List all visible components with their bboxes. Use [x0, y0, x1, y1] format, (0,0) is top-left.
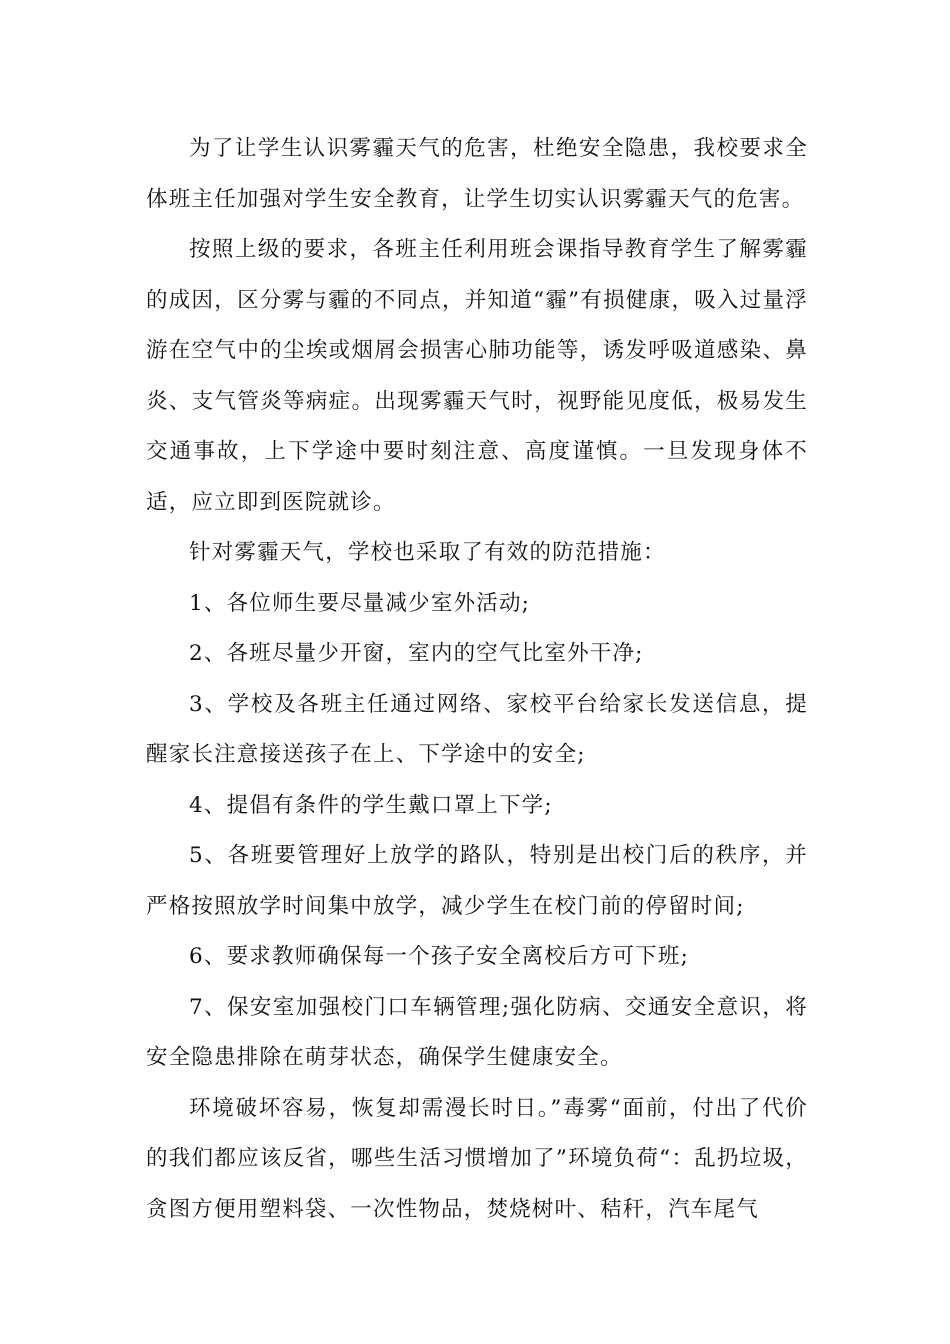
paragraph-environment: 环境破坏容易，恢复却需漫长时日。”毒雾“面前，付出了代价的我们都应该反省，哪些生活习惯增加了”环境负荷“：乱扔垃圾，贪图方便用塑料袋、一次性物品，焚烧树叶、秸秆，汽车尾气	[146, 1095, 808, 1222]
list-item-measure-3: 3、学校及各班主任通过网络、家校平台给家长发送信息，提醒家长注意接送孩子在上、下学途中的安全;	[146, 691, 808, 767]
document-body	[146, 124, 808, 1235]
list-item-measure-6: 6、要求教师确保每一个孩子安全离校后方可下班;	[189, 944, 690, 969]
list-item-measure-2: 2、各班尽量少开窗，室内的空气比室外干净;	[189, 641, 644, 666]
paragraph-causes: 按照上级的要求，各班主任利用班会课指导教育学生了解雾霾的成因，区分雾与霾的不同点，并知道“霾”有损健康，吸入过量浮游在空气中的尘埃或烟屑会损害心肺功能等，诱发呼吸道感染、鼻炎、支气管炎等病症。出现雾霾天气时，视野能见度低，极易发生交通事故，上下学途中要时刻注意、高度谨慎。一旦发现身体不适，应立即到医院就诊。	[146, 237, 808, 515]
paragraph-measures-heading: 针对雾霾天气，学校也采取了有效的防范措施：	[189, 540, 666, 565]
list-item-measure-5: 5、各班要管理好上放学的路队，特别是出校门后的秩序，并严格按照放学时间集中放学，减少学生在校门前的停留时间;	[146, 843, 808, 919]
list-item-measure-1: 1、各位师生要尽量减少室外活动;	[189, 590, 531, 616]
list-item-measure-4: 4、提倡有条件的学生戴口罩上下学;	[189, 792, 553, 818]
list-item-measure-7: 7、保安室加强校门口车辆管理;强化防病、交通安全意识，将安全隐患排除在萌芽状态，确保学生健康安全。	[146, 994, 808, 1070]
paragraph-intro: 为了让学生认识雾霾天气的危害，杜绝安全隐患，我校要求全体班主任加强对学生安全教育，让学生切实认识雾霾天气的危害。	[146, 136, 808, 212]
